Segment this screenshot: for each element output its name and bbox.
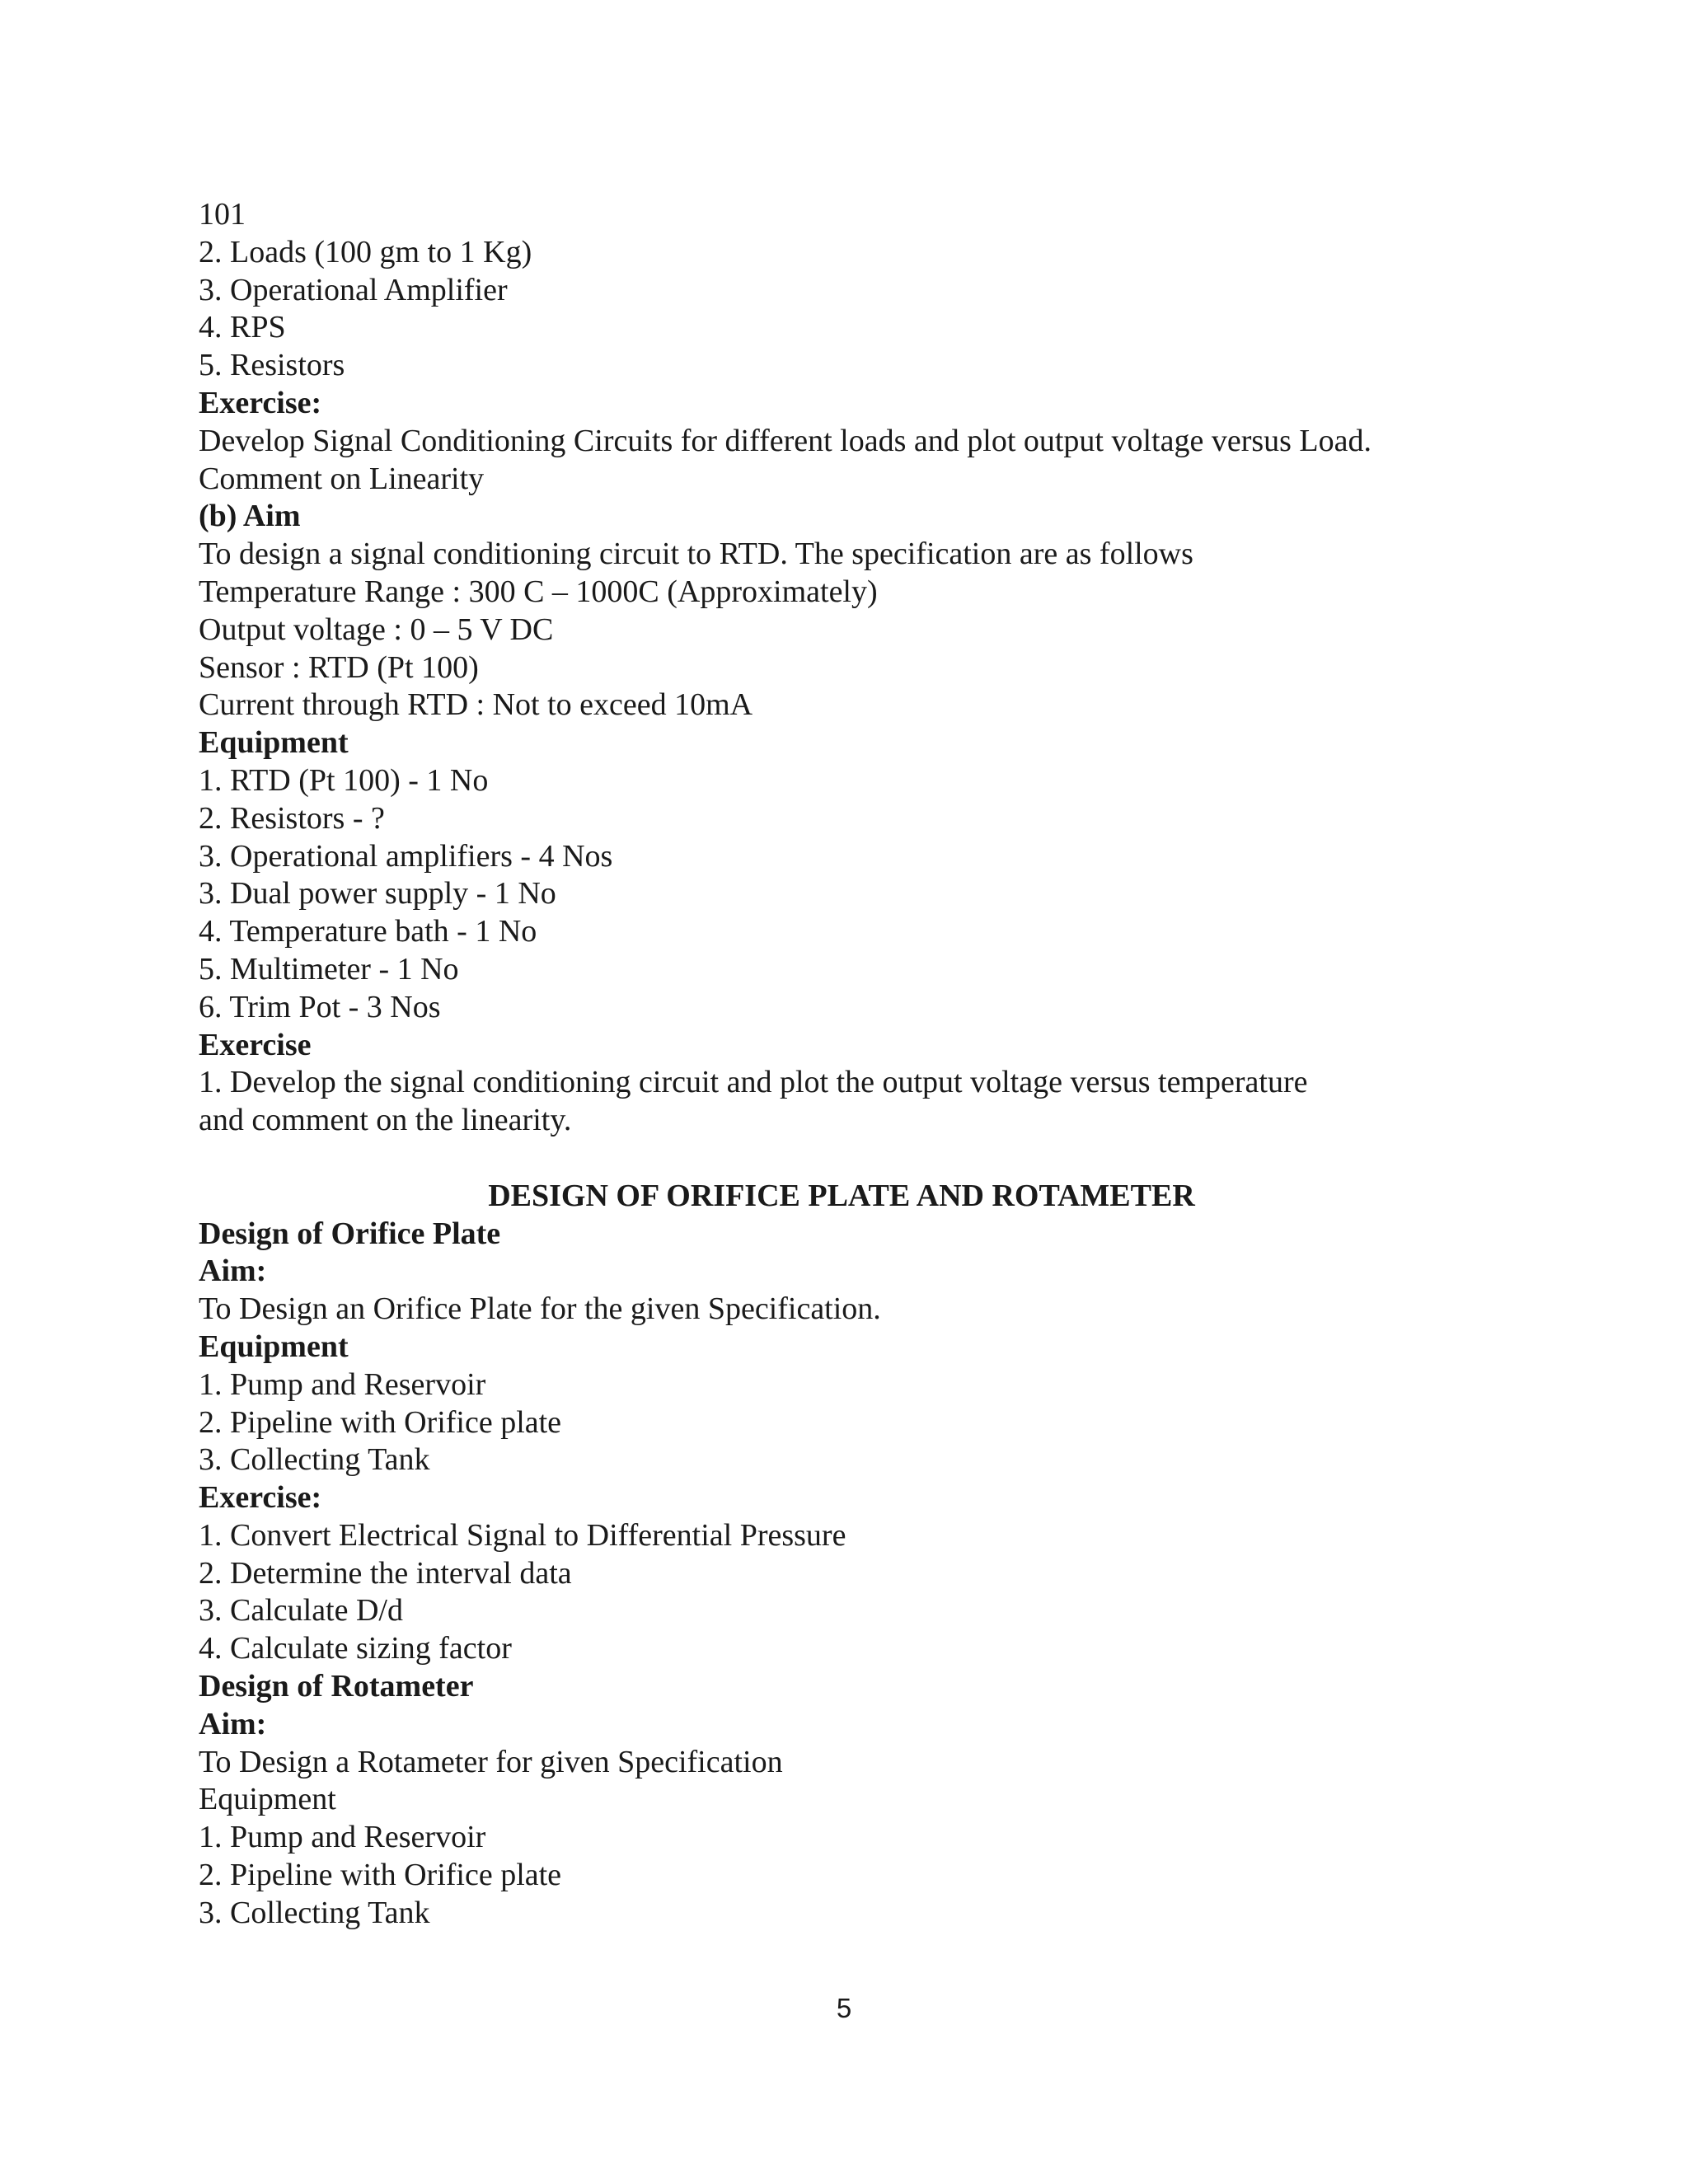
list-item: 1. Pump and Reservoir (199, 1366, 486, 1402)
list-item: 1. Pump and Reservoir (199, 1820, 486, 1855)
section-title: DESIGN OF ORIFICE PLATE AND ROTAMETER (488, 1178, 1195, 1213)
list-item: 1. RTD (Pt 100) - 1 No (199, 762, 489, 798)
orifice-heading: Design of Orifice Plate (199, 1216, 501, 1251)
page-number: 5 (836, 1993, 852, 2023)
paragraph-line: Sensor : RTD (Pt 100) (199, 649, 479, 685)
list-item: 2. Pipeline with Orifice plate (199, 1404, 562, 1440)
paragraph-line: To Design a Rotameter for given Specification (199, 1744, 783, 1779)
list-item: 4. Calculate sizing factor (199, 1631, 512, 1666)
list-item: 3. Collecting Tank (199, 1442, 430, 1478)
aim-heading: Aim: (199, 1254, 267, 1289)
exercise-heading: Exercise: (199, 385, 322, 420)
list-item: 6. Trim Pot - 3 Nos (199, 989, 441, 1024)
list-item: 2. Loads (100 gm to 1 Kg) (199, 234, 532, 269)
list-item: 3. Dual power supply - 1 No (199, 876, 556, 912)
aim-heading: (b) Aim (199, 499, 301, 534)
equipment-heading: Equipment (199, 1782, 336, 1817)
list-item: 4. RPS (199, 310, 286, 345)
list-item: 2. Resistors - ? (199, 800, 385, 836)
list-item: 3. Operational Amplifier (199, 272, 508, 307)
exercise-heading: Exercise: (199, 1480, 322, 1516)
paragraph-line: and comment on the linearity. (199, 1103, 572, 1138)
list-item: 5. Multimeter - 1 No (199, 951, 459, 987)
paragraph-line: To design a signal conditioning circuit to RTD. The specification are as follows (199, 537, 1193, 572)
paragraph-line: To Design an Orifice Plate for the given Specification. (199, 1291, 881, 1327)
equipment-heading: Equipment (199, 725, 349, 761)
list-item: 2. Pipeline with Orifice plate (199, 1858, 562, 1893)
paragraph-line: 1. Develop the signal conditioning circuit and plot the output voltage versus temperature (199, 1065, 1308, 1100)
list-item: 3. Collecting Tank (199, 1895, 430, 1930)
paragraph-line: Comment on Linearity (199, 461, 485, 496)
rotameter-heading: Design of Rotameter (199, 1669, 474, 1704)
list-item: 3. Calculate D/d (199, 1593, 403, 1629)
exercise-heading: Exercise (199, 1027, 312, 1062)
list-item: 3. Operational amplifiers - 4 Nos (199, 838, 613, 874)
equipment-heading: Equipment (199, 1329, 349, 1364)
text-line: 101 (199, 197, 246, 232)
list-item: 2. Determine the interval data (199, 1555, 572, 1591)
paragraph-line: Output voltage : 0 – 5 V DC (199, 612, 554, 647)
list-item: 4. Temperature bath - 1 No (199, 914, 537, 949)
list-item: 5. Resistors (199, 348, 345, 383)
spacer (199, 1140, 1484, 1178)
paragraph-line: Current through RTD : Not to exceed 10mA (199, 687, 753, 723)
list-item: 1. Convert Electrical Signal to Differential Pressure (199, 1517, 846, 1553)
page-content (199, 196, 1484, 1933)
paragraph-line: Temperature Range : 300 C – 1000C (Approximately) (199, 574, 878, 609)
aim-heading: Aim: (199, 1706, 267, 1741)
paragraph-line: Develop Signal Conditioning Circuits for different loads and plot output voltage versus Load. (199, 423, 1372, 458)
